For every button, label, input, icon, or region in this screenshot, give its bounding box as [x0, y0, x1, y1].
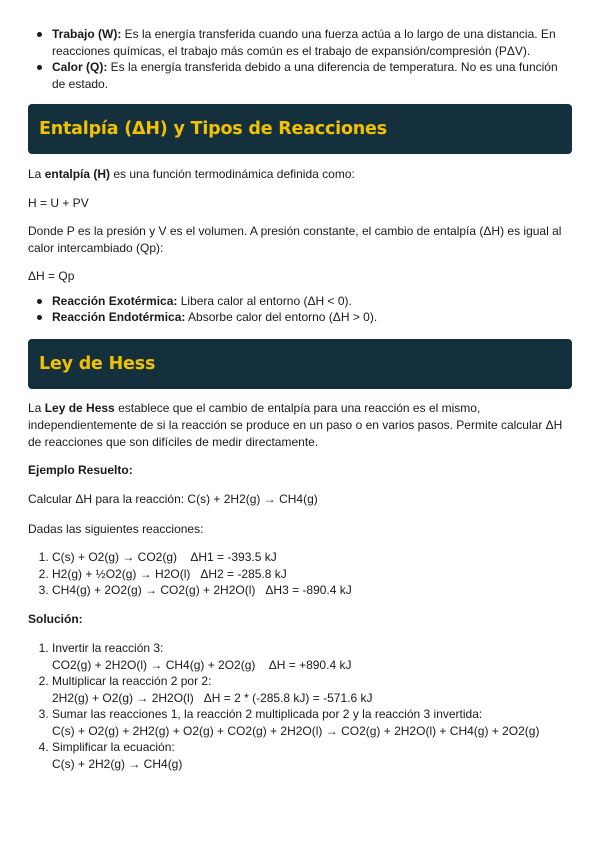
reaction-item: 1. C(s) + O2(g) → CO2(g) ΔH1 = -393.5 kJ	[52, 549, 572, 566]
paragraph	[28, 400, 572, 451]
term: Calor (Q):	[52, 60, 108, 74]
reaction-item: 3. CH4(g) + 2O2(g) → CO2(g) + 2H2O(l) ΔH3 = -890.4 kJ	[52, 582, 572, 599]
given-statement: Dadas las siguientes reacciones:	[28, 521, 204, 536]
list-item	[52, 293, 572, 310]
term: Reacción Exotérmica:	[52, 293, 178, 308]
list-item	[52, 59, 572, 92]
title-text: Ejemplo Resuelto:	[28, 462, 133, 477]
section-heading: Ley de Hess	[39, 353, 156, 374]
definition: Absorbe calor del entorno (ΔH > 0).	[185, 310, 378, 324]
section-banner-hess	[28, 339, 572, 389]
given-reactions-list	[28, 549, 572, 599]
step-equation: 2H2(g) + O2(g) → 2H2O(l) ΔH = 2 * (-285.8 kJ) = -571.6 kJ	[52, 690, 373, 705]
equation: ΔH = Qp	[28, 269, 75, 283]
example-title	[28, 462, 572, 479]
paragraph	[28, 166, 572, 183]
definition: Es la energía transferida debido a una diferencia de temperatura. No es una función de estado.	[52, 60, 558, 91]
step-item	[52, 706, 572, 739]
step-item	[52, 640, 572, 673]
solution-title	[28, 611, 572, 628]
equation: H = U + PV	[28, 195, 89, 210]
reaction-item: 2. H2(g) + ½O2(g) → H2O(l) ΔH2 = -285.8 kJ	[52, 566, 572, 583]
text: La	[28, 167, 45, 181]
term: Ley de Hess	[44, 400, 115, 415]
definition: Es la energía transferida cuando una fuerza actúa a lo largo de una distancia. En reacciones químicas, el trabajo más común es el trabajo de expansión/compresión (PΔV).	[52, 27, 556, 58]
section-heading: Entalpía (ΔH) y Tipos de Reacciones	[39, 119, 387, 139]
title-text: Solución:	[28, 611, 83, 626]
calc-statement: Calcular ΔH para la reacción: C(s) + 2H2(g) → CH4(g)	[28, 492, 318, 506]
text: La	[28, 400, 45, 415]
step-text: 4. Simplificar la ecuación:	[52, 740, 175, 754]
list-item	[52, 26, 572, 59]
term: entalpía (H)	[44, 167, 111, 181]
section-banner-entalpia	[28, 104, 572, 154]
solution-steps-list	[28, 640, 572, 772]
list-item	[52, 309, 572, 326]
reaction-type-list	[28, 293, 572, 326]
step-text: 2. Multiplicar la reacción 2 por 2:	[52, 674, 212, 688]
step-item	[52, 673, 572, 706]
term: Trabajo (W):	[52, 27, 122, 41]
top-definition-list	[28, 26, 572, 92]
term: Reacción Endotérmica:	[52, 310, 186, 324]
step-text: 1. Invertir la reacción 3:	[52, 641, 164, 655]
step-equation: C(s) + O2(g) + 2H2(g) + O2(g) + CO2(g) + 2H2O(l) → CO2(g) + 2H2O(l) + CH4(g) + 2O2(g)	[52, 723, 540, 738]
step-text: 3. Sumar las reacciones 1, la reacción 2 multiplicada por 2 y la reacción 3 invertida:	[52, 707, 483, 721]
step-equation: CO2(g) + 2H2O(l) → CH4(g) + 2O2(g) ΔH = +890.4 kJ	[52, 657, 352, 672]
paragraph: Donde P es la presión y V es el volumen. A presión constante, el cambio de entalpía (ΔH) es igual al calor intercambiado (Qp):	[28, 224, 562, 255]
step-item	[52, 739, 572, 772]
document-content	[28, 26, 572, 772]
step-equation: C(s) + 2H2(g) → CH4(g)	[52, 756, 183, 771]
definition: Libera calor al entorno (ΔH < 0).	[177, 293, 352, 308]
text: establece que el cambio de entalpía para una reacción es el mismo, independientemente de si la reacción se produce en un paso o en varios pasos. Permite calcular ΔH de reacciones que son difíciles de medir directamente.	[28, 400, 563, 449]
text: es una función termodinámica definida como:	[110, 167, 355, 181]
